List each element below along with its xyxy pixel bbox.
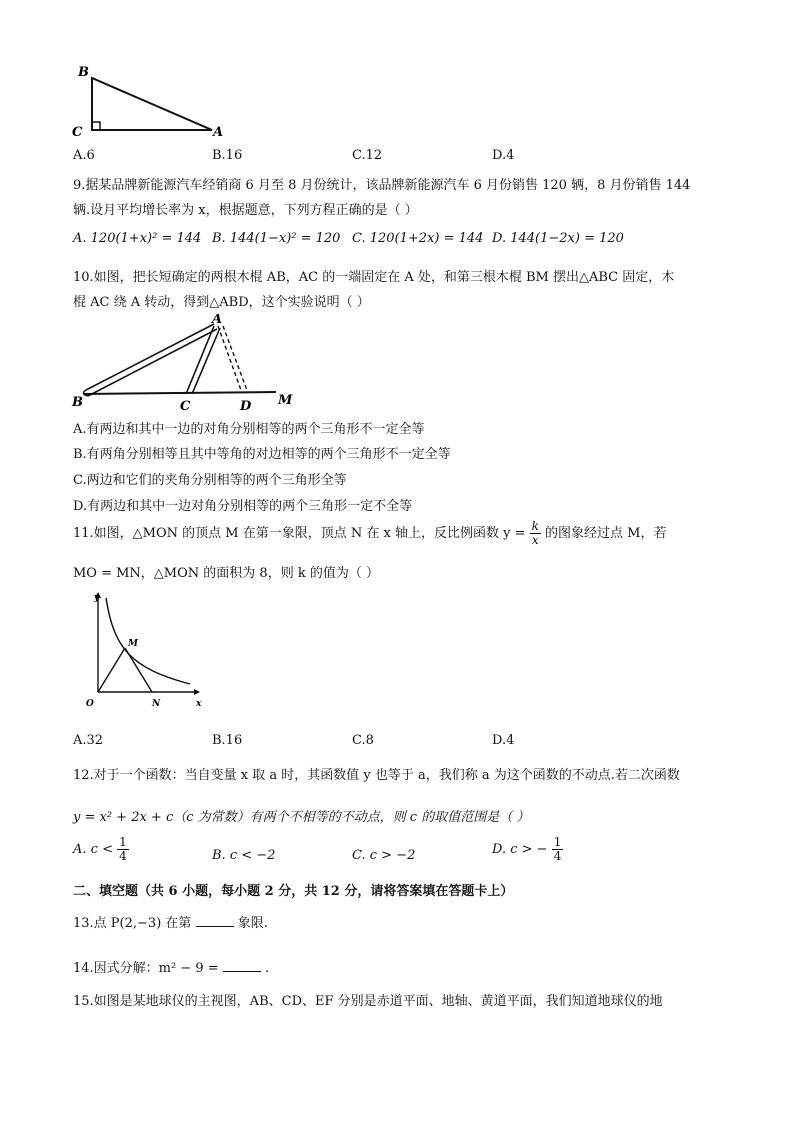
q12-stem-line1: 12.对于一个函数：当自变量 x 取 a 时，其函数值 y 也等于 a，我们称 a 为这个函数的不动点.若二次函数 <box>73 768 680 783</box>
fig11-label-y: y <box>94 593 100 603</box>
q10-option-d: D.有两边和其中一边对角分别相等的两个三角形一定不全等 <box>73 499 413 514</box>
q13-answer-blank[interactable] <box>196 914 234 927</box>
q14-stem-pre: 14.因式分解：m² − 9 = <box>73 961 219 976</box>
q11-fraction <box>530 520 541 547</box>
q9-option-c: C. 120(1+2x) = 144 <box>352 231 484 246</box>
section2-title: 二、填空题（共 6 小题，每小题 2 分，共 12 分，请将答案填在答题卡上） <box>73 884 514 899</box>
q9-option-a: A. 120(1+x)² = 144 <box>73 231 202 246</box>
q12-option-a-text: A. c < <box>73 842 113 857</box>
q10-option-b: B.有两角分别相等且其中等角的对边相等的两个三角形不一定全等 <box>73 447 451 462</box>
q14-answer-blank[interactable] <box>223 959 261 972</box>
hyperbola-figure <box>70 588 210 712</box>
q12-option-d <box>492 836 563 863</box>
q12-stem-line2: y = x² + 2x + c（c 为常数）有两个不相等的不动点，则 c 的取值范围是（ ） <box>73 810 530 825</box>
q12-option-d-text: D. c > − <box>492 842 548 857</box>
q12-option-d-den: 4 <box>553 849 562 863</box>
fig11-label-x: x <box>196 699 202 709</box>
fig10-label-b: B <box>72 395 83 410</box>
q8-option-b: B.16 <box>212 148 243 163</box>
q9-stem-line1: 9.据某品牌新能源汽车经销商 6 月至 8 月份统计，该品牌新能源汽车 6 月份销售 120 辆，8 月份销售 144 <box>73 178 691 193</box>
fig10-label-a: A <box>212 314 223 327</box>
q15-stem-line1: 15.如图是某地球仪的主视图，AB、CD、EF 分别是赤道平面、地轴、黄道平面，我们知道地球仪的地 <box>73 994 663 1009</box>
q12-option-b: B. c < −2 <box>212 848 276 863</box>
q10-stem-line1: 10.如图，把长短确定的两根木棍 AB，AC 的一端固定在 A 处，和第三根木棍 BM 摆出△ABC 固定，木 <box>73 270 675 285</box>
q12-option-a-den: 4 <box>119 849 127 863</box>
q12-option-d-num: 1 <box>553 835 562 849</box>
q13-stem <box>73 912 268 931</box>
q11-option-b: B.16 <box>212 733 243 748</box>
q9-option-d: D. 144(1−2x) = 120 <box>492 231 624 246</box>
q8-option-d: D.4 <box>492 148 515 163</box>
q11-stem-line1 <box>73 520 666 547</box>
fig11-label-o: O <box>86 699 94 709</box>
q14-stem-post: . <box>264 961 270 976</box>
q12-option-a-fraction <box>117 836 129 863</box>
sticks-figure <box>70 314 300 414</box>
q9-option-b: B. 144(1−x)² = 120 <box>212 231 341 246</box>
q12-option-d-fraction <box>552 836 564 863</box>
fig10-label-m: M <box>278 393 293 408</box>
q11-fraction-num: k <box>531 519 539 533</box>
fig10-label-d: D <box>240 399 252 414</box>
q14-stem <box>73 957 269 976</box>
fig10-label-c: C <box>180 399 191 414</box>
q12-option-a <box>73 836 129 863</box>
q10-option-a: A.有两边和其中一边的对角分别相等的两个三角形不一定全等 <box>73 422 425 437</box>
q11-option-c: C.8 <box>352 733 374 748</box>
q11-option-d: D.4 <box>492 733 515 748</box>
q11-stem-pre: 11.如图，△MON 的顶点 M 在第一象限，顶点 N 在 x 轴上，反比例函数 y = <box>73 526 526 541</box>
vertex-label-c: C <box>72 125 83 140</box>
q12-option-c: C. c > −2 <box>352 848 416 863</box>
q11-stem-post: 的图象经过点 M，若 <box>545 526 667 541</box>
q12-option-a-num: 1 <box>119 835 127 849</box>
q13-stem-post: 象限. <box>237 916 268 931</box>
q10-stem-line2: 棍 AC 绕 A 转动，得到△ABD，这个实验说明（ ） <box>73 295 370 310</box>
q11-option-a: A.32 <box>73 733 104 748</box>
vertex-label-b: B <box>78 65 89 80</box>
q10-option-c: C.两边和它们的夹角分别相等的两个三角形全等 <box>73 473 347 488</box>
q11-fraction-den: x <box>531 533 539 547</box>
q11-stem-line2: MO = MN，△MON 的面积为 8，则 k 的值为（ ） <box>73 566 379 581</box>
q9-stem-line2: 辆.设月平均增长率为 x，根据题意，下列方程正确的是（ ） <box>73 203 418 218</box>
q13-stem-pre: 13.点 P(2,−3) 在第 <box>73 916 192 931</box>
vertex-label-a: A <box>213 125 224 140</box>
q8-option-a: A.6 <box>73 148 95 163</box>
fig11-label-m: M <box>128 639 138 649</box>
q8-option-c: C.12 <box>352 148 383 163</box>
right-triangle-figure <box>70 60 240 142</box>
fig11-label-n: N <box>152 699 161 709</box>
